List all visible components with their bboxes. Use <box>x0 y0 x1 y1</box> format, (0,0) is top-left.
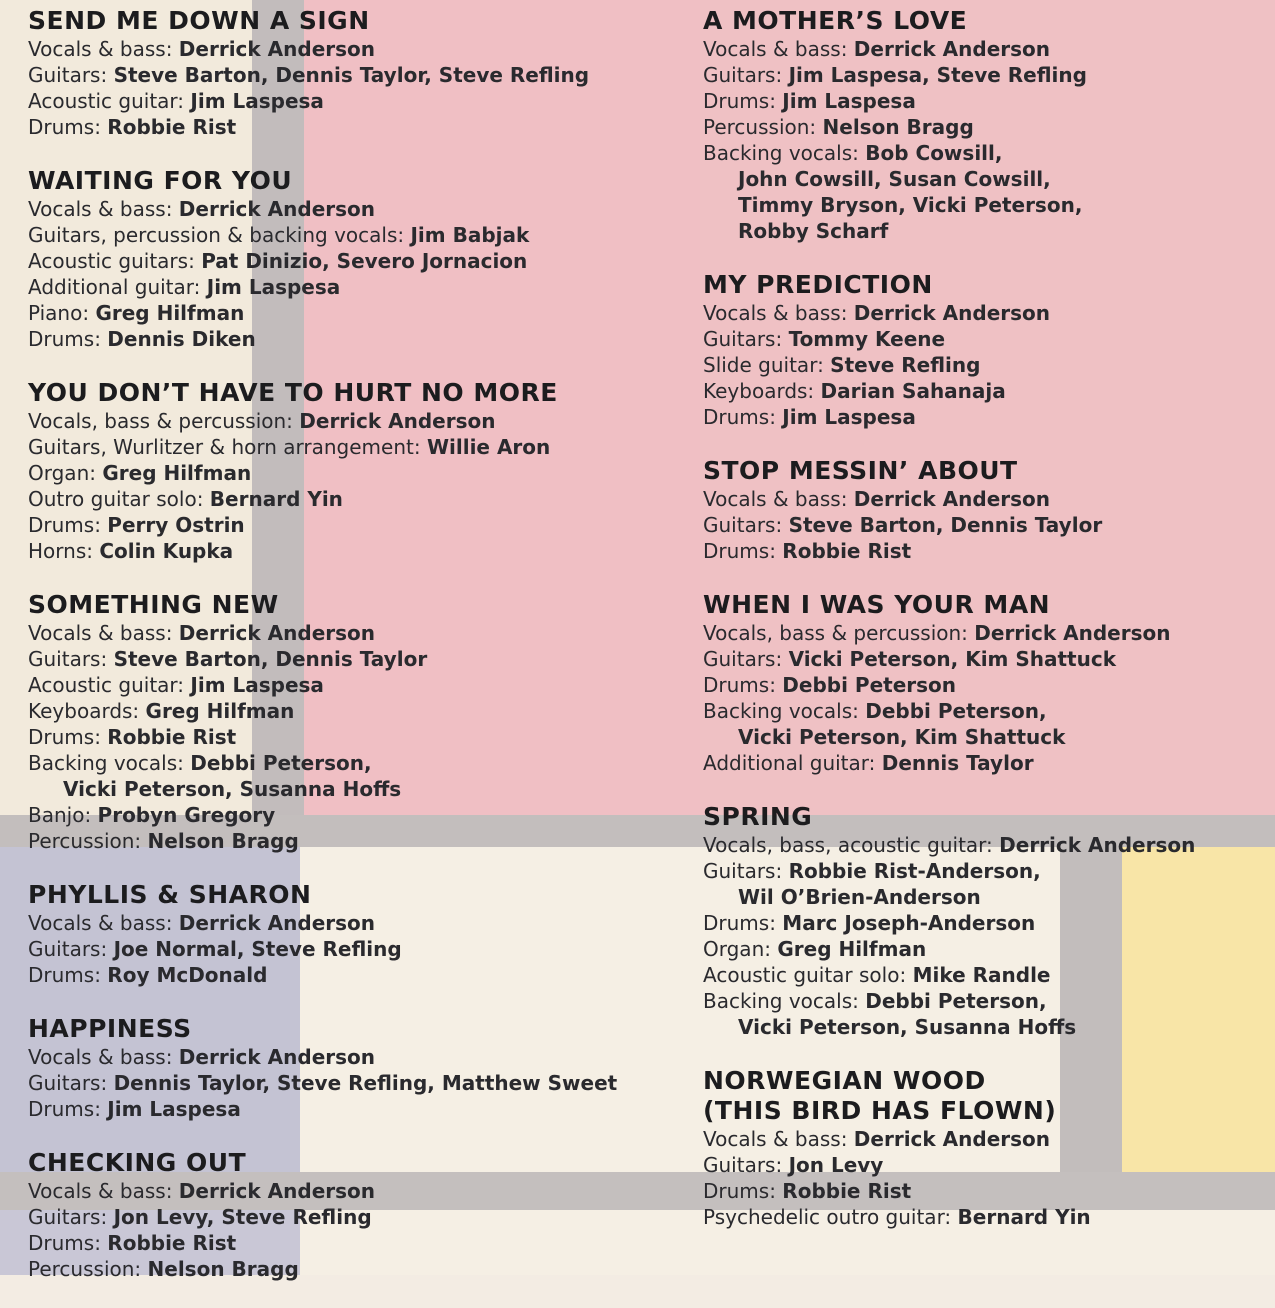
credit-names: Jim Laspesa <box>782 405 916 429</box>
credit-role: Vocals, bass, acoustic guitar: <box>703 833 1000 857</box>
credit-role: Drums: <box>703 89 783 113</box>
credit-line <box>703 218 1268 244</box>
credit-line <box>703 646 1268 672</box>
credit-role: Additional guitar: <box>703 751 882 775</box>
credit-line <box>703 1014 1268 1040</box>
track-credits <box>703 1066 1268 1230</box>
track-credits <box>703 6 1268 244</box>
credit-names: Steve Barton, Dennis Taylor, Steve Refling <box>113 63 590 87</box>
track-credits <box>28 1148 688 1282</box>
credit-line <box>28 88 688 114</box>
credit-names: Vicki Peterson, Kim Shattuck <box>788 647 1116 671</box>
credit-role: Vocals & bass: <box>703 301 854 325</box>
credit-names: Greg Hilfman <box>102 461 252 485</box>
credit-line <box>703 486 1268 512</box>
credit-names: Steve Barton, Dennis Taylor <box>788 513 1103 537</box>
credit-names: Robbie Rist <box>782 1179 912 1203</box>
credit-names: Steve Refling <box>830 353 981 377</box>
credit-role: Drums: <box>28 513 108 537</box>
credit-role: Percussion: <box>28 1257 148 1281</box>
credit-line <box>28 1230 688 1256</box>
credit-names: Jim Laspesa <box>782 89 916 113</box>
credit-line <box>703 140 1268 166</box>
track-title: NORWEGIAN WOOD <box>703 1066 986 1095</box>
track-title: PHYLLIS & SHARON <box>28 880 312 909</box>
credit-names: Jim Laspesa <box>206 275 341 299</box>
credit-role: Vocals & bass: <box>28 37 179 61</box>
credit-line <box>703 724 1268 750</box>
credit-line <box>703 620 1268 646</box>
credit-line <box>28 300 688 326</box>
credit-role: Guitars: <box>703 327 789 351</box>
credit-names: Robbie Rist <box>107 725 237 749</box>
credit-line <box>28 1256 688 1282</box>
credit-line <box>703 910 1268 936</box>
credit-line <box>28 222 688 248</box>
credit-role: Guitars: <box>28 1071 114 1095</box>
credit-names: Derrick Anderson <box>178 1045 376 1069</box>
credit-role: Backing vocals: <box>703 699 866 723</box>
credit-line <box>703 114 1268 140</box>
credit-names: Steve Barton, Dennis Taylor <box>113 647 428 671</box>
credit-names: Willie Aron <box>426 435 551 459</box>
credit-role: Drums: <box>28 1097 108 1121</box>
credit-line <box>28 274 688 300</box>
credit-line <box>28 326 688 352</box>
credit-role: Additional guitar: <box>28 275 207 299</box>
credit-role: Vocals & bass: <box>28 1179 179 1203</box>
credit-names: Jon Levy <box>788 1153 884 1177</box>
credit-line <box>28 248 688 274</box>
credit-names: Derrick Anderson <box>853 37 1051 61</box>
credit-names: Tommy Keene <box>788 327 946 351</box>
credit-names: Debbi Peterson, <box>190 751 372 775</box>
credit-names: Robbie Rist-Anderson, <box>788 859 1041 883</box>
credit-role: Acoustic guitar solo: <box>703 963 913 987</box>
credit-names: Darian Sahanaja <box>820 379 1006 403</box>
credit-names: Vicki Peterson, Kim Shattuck <box>738 725 1066 749</box>
credit-role: Vocals & bass: <box>28 621 179 645</box>
credit-role: Drums: <box>28 115 108 139</box>
credit-names: Joe Normal, Steve Refling <box>113 937 402 961</box>
credit-names: Jim Laspesa, Steve Refling <box>788 63 1087 87</box>
credit-names: Jon Levy, Steve Refling <box>113 1205 372 1229</box>
credit-line <box>28 910 688 936</box>
credit-role: Backing vocals: <box>703 141 866 165</box>
track-credits <box>28 590 688 854</box>
credit-role: Percussion: <box>28 829 148 853</box>
credit-role: Psychedelic outro guitar: <box>703 1205 958 1229</box>
track-title: WAITING FOR YOU <box>28 166 293 195</box>
credit-role: Drums: <box>28 327 108 351</box>
credit-line <box>703 378 1268 404</box>
credit-names: Dennis Taylor, Steve Refling, Matthew Sweet <box>113 1071 618 1095</box>
right-credits-column <box>703 6 1268 1256</box>
credit-names: Debbi Peterson, <box>865 989 1047 1013</box>
credit-role: Guitars, Wurlitzer & horn arrangement: <box>28 435 427 459</box>
credit-names: Wil O’Brien-Anderson <box>738 885 981 909</box>
credit-line <box>28 776 688 802</box>
credit-role: Percussion: <box>703 115 823 139</box>
credit-role: Keyboards: <box>28 699 146 723</box>
track-credits <box>703 590 1268 776</box>
credit-names: Robbie Rist <box>782 539 912 563</box>
credit-names: Jim Laspesa <box>190 89 324 113</box>
credit-role: Drums: <box>703 405 783 429</box>
credit-line <box>28 698 688 724</box>
credit-role: Slide guitar: <box>703 353 831 377</box>
credit-names: Derrick Anderson <box>853 487 1051 511</box>
credit-line <box>703 88 1268 114</box>
track-title: A MOTHER’S LOVE <box>703 6 968 35</box>
credit-names: Derrick Anderson <box>178 621 376 645</box>
credit-role: Guitars: <box>28 647 114 671</box>
track-title: SOMETHING NEW <box>28 590 279 619</box>
credit-role: Vocals, bass & percussion: <box>28 409 300 433</box>
credit-line <box>28 196 688 222</box>
credit-role: Outro guitar solo: <box>28 487 210 511</box>
credit-names: Derrick Anderson <box>178 37 376 61</box>
credit-line <box>703 1178 1268 1204</box>
credit-names: Jim Laspesa <box>107 1097 241 1121</box>
credit-role: Organ: <box>703 937 778 961</box>
credit-role: Horns: <box>28 539 100 563</box>
track-credits <box>28 1014 688 1122</box>
credit-line <box>28 460 688 486</box>
credit-names: Roy McDonald <box>107 963 268 987</box>
track-credits <box>28 880 688 988</box>
credit-names: Nelson Bragg <box>147 1257 299 1281</box>
track-title: CHECKING OUT <box>28 1148 247 1177</box>
credit-role: Banjo: <box>28 803 98 827</box>
credit-line <box>703 352 1268 378</box>
credit-names: Derrick Anderson <box>178 911 376 935</box>
track-credits <box>703 456 1268 564</box>
credit-role: Acoustic guitars: <box>28 249 202 273</box>
credit-line <box>28 114 688 140</box>
credit-names: Greg Hilfman <box>777 937 927 961</box>
credit-role: Acoustic guitar: <box>28 673 191 697</box>
credit-line <box>703 1204 1268 1230</box>
track-title: YOU DON’T HAVE TO HURT NO MORE <box>28 378 558 407</box>
credit-line <box>28 1070 688 1096</box>
credit-role: Keyboards: <box>703 379 821 403</box>
credit-line <box>28 620 688 646</box>
track-title: STOP MESSIN’ ABOUT <box>703 456 1018 485</box>
credit-role: Vocals, bass & percussion: <box>703 621 975 645</box>
track-title: (THIS BIRD HAS FLOWN) <box>703 1096 1057 1125</box>
credit-names: Debbi Peterson, <box>865 699 1047 723</box>
credit-line <box>703 36 1268 62</box>
credit-names: Marc Joseph-Anderson <box>782 911 1036 935</box>
credit-line <box>703 858 1268 884</box>
credit-names: Nelson Bragg <box>147 829 299 853</box>
credit-role: Guitars: <box>28 1205 114 1229</box>
credit-line <box>703 300 1268 326</box>
credit-line <box>28 1096 688 1122</box>
credit-line <box>28 802 688 828</box>
credit-role: Vocals & bass: <box>28 197 179 221</box>
credit-names: Robbie Rist <box>107 115 237 139</box>
credit-line <box>28 486 688 512</box>
credit-names: Derrick Anderson <box>178 1179 376 1203</box>
credit-role: Vocals & bass: <box>703 1127 854 1151</box>
credit-names: Greg Hilfman <box>95 301 245 325</box>
credit-line <box>28 1204 688 1230</box>
credit-names: Jim Babjak <box>410 223 530 247</box>
credit-names: Derrick Anderson <box>853 301 1051 325</box>
credit-line <box>703 1152 1268 1178</box>
track-title: MY PREDICTION <box>703 270 933 299</box>
credit-names: Colin Kupka <box>99 539 234 563</box>
credit-line <box>28 672 688 698</box>
credit-line <box>703 672 1268 698</box>
credit-line <box>28 36 688 62</box>
credit-role: Drums: <box>703 673 783 697</box>
credit-role: Drums: <box>703 1179 783 1203</box>
credit-names: Robby Scharf <box>738 219 889 243</box>
track-credits <box>703 802 1268 1040</box>
credit-line <box>703 988 1268 1014</box>
credit-line <box>28 1044 688 1070</box>
credit-names: Derrick Anderson <box>299 409 496 433</box>
credit-names: Vicki Peterson, Susanna Hoffs <box>738 1015 1077 1039</box>
credit-line <box>703 192 1268 218</box>
track-title: HAPPINESS <box>28 1014 192 1043</box>
credit-role: Drums: <box>28 1231 108 1255</box>
credit-names: John Cowsill, Susan Cowsill, <box>738 167 1051 191</box>
credit-line <box>703 936 1268 962</box>
credit-names: Mike Randle <box>912 963 1051 987</box>
credit-line <box>703 166 1268 192</box>
credit-line <box>28 62 688 88</box>
credit-line <box>703 404 1268 430</box>
credit-line <box>703 698 1268 724</box>
credit-line <box>28 828 688 854</box>
track-credits <box>28 6 688 140</box>
credit-role: Drums: <box>28 725 108 749</box>
credit-role: Backing vocals: <box>703 989 866 1013</box>
credit-line <box>703 832 1268 858</box>
credit-line <box>28 646 688 672</box>
credit-line <box>28 512 688 538</box>
credit-names: Bernard Yin <box>209 487 343 511</box>
credit-role: Guitars: <box>703 859 789 883</box>
credit-role: Piano: <box>28 301 96 325</box>
credit-names: Perry Ostrin <box>107 513 245 537</box>
credit-line <box>703 962 1268 988</box>
credit-names: Debbi Peterson <box>782 673 957 697</box>
credit-names: Probyn Gregory <box>97 803 276 827</box>
credit-role: Guitars, percussion & backing vocals: <box>28 223 411 247</box>
credit-names: Nelson Bragg <box>822 115 974 139</box>
credit-role: Vocals & bass: <box>703 487 854 511</box>
credit-role: Drums: <box>703 539 783 563</box>
credit-names: Derrick Anderson <box>999 833 1196 857</box>
credit-line <box>28 408 688 434</box>
credit-role: Organ: <box>28 461 103 485</box>
credit-line <box>703 512 1268 538</box>
credit-role: Guitars: <box>28 63 114 87</box>
credit-line <box>703 326 1268 352</box>
credit-line <box>703 1126 1268 1152</box>
track-title: WHEN I WAS YOUR MAN <box>703 590 1051 619</box>
credit-role: Vocals & bass: <box>28 911 179 935</box>
credit-role: Guitars: <box>28 937 114 961</box>
credit-line <box>28 724 688 750</box>
credit-names: Bernard Yin <box>957 1205 1091 1229</box>
credit-role: Guitars: <box>703 513 789 537</box>
credit-names: Dennis Taylor <box>881 751 1034 775</box>
credit-names: Derrick Anderson <box>853 1127 1051 1151</box>
credit-role: Guitars: <box>703 1153 789 1177</box>
credit-line <box>28 750 688 776</box>
credit-line <box>703 884 1268 910</box>
credit-names: Vicki Peterson, Susanna Hoffs <box>63 777 402 801</box>
credit-role: Drums: <box>703 911 783 935</box>
credit-names: Pat Dinizio, Severo Jornacion <box>201 249 528 273</box>
track-credits <box>28 166 688 352</box>
credit-role: Acoustic guitar: <box>28 89 191 113</box>
credit-line <box>703 538 1268 564</box>
credit-role: Vocals & bass: <box>28 1045 179 1069</box>
credit-role: Backing vocals: <box>28 751 191 775</box>
credit-line <box>28 434 688 460</box>
track-credits <box>28 378 688 564</box>
credit-names: Robbie Rist <box>107 1231 237 1255</box>
credit-role: Vocals & bass: <box>703 37 854 61</box>
credit-names: Bob Cowsill, <box>865 141 1003 165</box>
credit-names: Dennis Diken <box>107 327 256 351</box>
credit-line <box>703 62 1268 88</box>
credit-line <box>28 1178 688 1204</box>
credit-names: Derrick Anderson <box>178 197 376 221</box>
credit-line <box>28 962 688 988</box>
credit-line <box>28 936 688 962</box>
credit-line <box>28 538 688 564</box>
credit-names: Derrick Anderson <box>974 621 1171 645</box>
credit-line <box>703 750 1268 776</box>
left-credits-column <box>28 6 688 1308</box>
credit-role: Drums: <box>28 963 108 987</box>
credit-role: Guitars: <box>703 647 789 671</box>
track-title: SPRING <box>703 802 813 831</box>
credit-role: Guitars: <box>703 63 789 87</box>
credit-names: Greg Hilfman <box>145 699 295 723</box>
credit-names: Timmy Bryson, Vicki Peterson, <box>738 193 1083 217</box>
credit-names: Jim Laspesa <box>190 673 324 697</box>
track-credits <box>703 270 1268 430</box>
track-title: SEND ME DOWN A SIGN <box>28 6 370 35</box>
